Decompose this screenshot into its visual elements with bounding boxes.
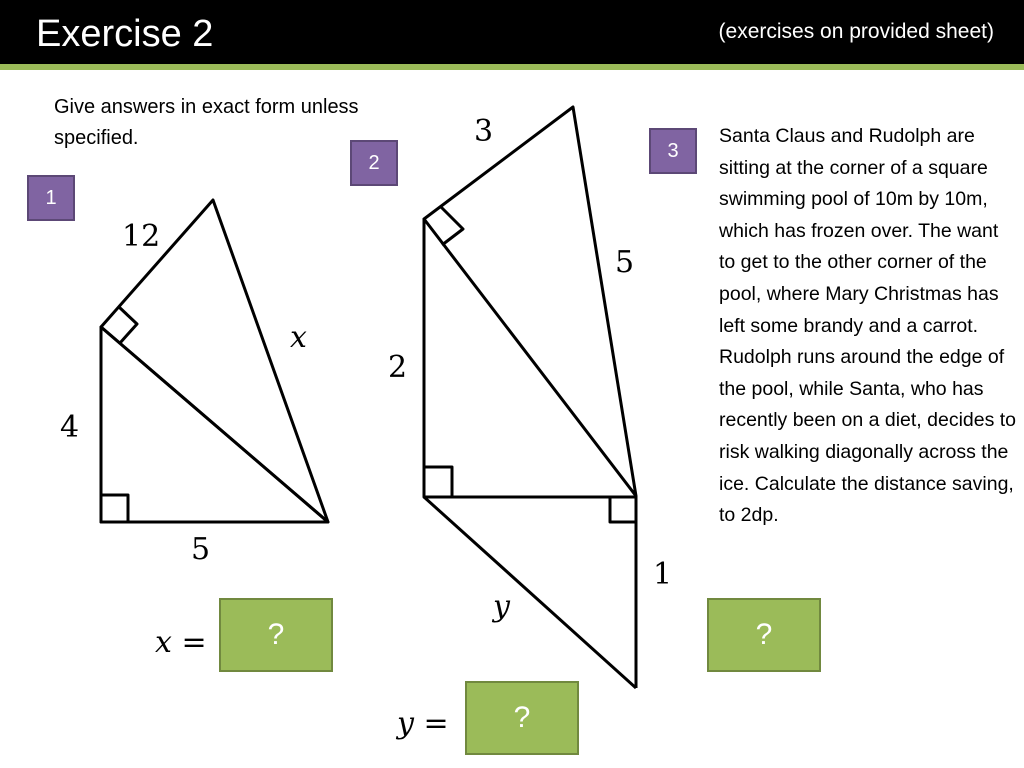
problem-2-label-3: 3 bbox=[474, 114, 494, 149]
slide-title: Exercise 2 bbox=[36, 13, 214, 55]
problem-1-right-angle-marker-top bbox=[119, 307, 137, 343]
problem-2-right-angle-marker-top bbox=[441, 207, 463, 245]
problem-1-label-12: 12 bbox=[122, 219, 161, 254]
problem-3-badge: 3 bbox=[649, 128, 697, 174]
instructions-text: Give answers in exact form unless specified. bbox=[54, 96, 359, 149]
problem-2-label-1: 1 bbox=[653, 557, 673, 592]
problem-1-answer-box[interactable]: ? bbox=[219, 598, 333, 672]
problem-1-label-5: 5 bbox=[191, 532, 211, 567]
problem-2-answer-box[interactable]: ? bbox=[465, 681, 579, 755]
slide-subtitle: (exercises on provided sheet) bbox=[718, 20, 994, 43]
problem-2-answer-prefix: y = bbox=[397, 706, 449, 741]
problem-1-answer-prefix: x = bbox=[155, 625, 207, 660]
problem-2-top-triangle bbox=[424, 107, 636, 496]
problem-1-badge: 1 bbox=[27, 175, 75, 221]
problem-2-label-5: 5 bbox=[615, 245, 635, 280]
problem-1-right-angle-marker-bottom bbox=[101, 495, 128, 522]
problem-2-lower-hypotenuse bbox=[424, 497, 636, 688]
problem-1-label-4: 4 bbox=[60, 410, 80, 445]
problem-2-label-2: 2 bbox=[388, 350, 408, 385]
problem-3-answer-box[interactable]: ? bbox=[707, 598, 821, 672]
problem-2-badge: 2 bbox=[350, 140, 398, 186]
problem-1-label-x: x bbox=[290, 320, 307, 355]
problem-2-right-angle-marker-lower bbox=[610, 497, 636, 522]
problem-3-text: Santa Claus and Rudolph are sitting at the corner of a square swimming pool of 10m by 10m, which has frozen over. The want to get to the other corner of the pool, where Mary Christmas has left some brandy and a carrot. Rudolph runs around the edge of the pool, while Santa, who has recently been on a diet, decides to risk walking diagonally across the ice. Calculate the distance saving, to 2dp. bbox=[719, 125, 1017, 527]
problem-2-right-angle-marker-mid bbox=[424, 467, 452, 497]
problem-2-label-y: y bbox=[493, 589, 510, 624]
